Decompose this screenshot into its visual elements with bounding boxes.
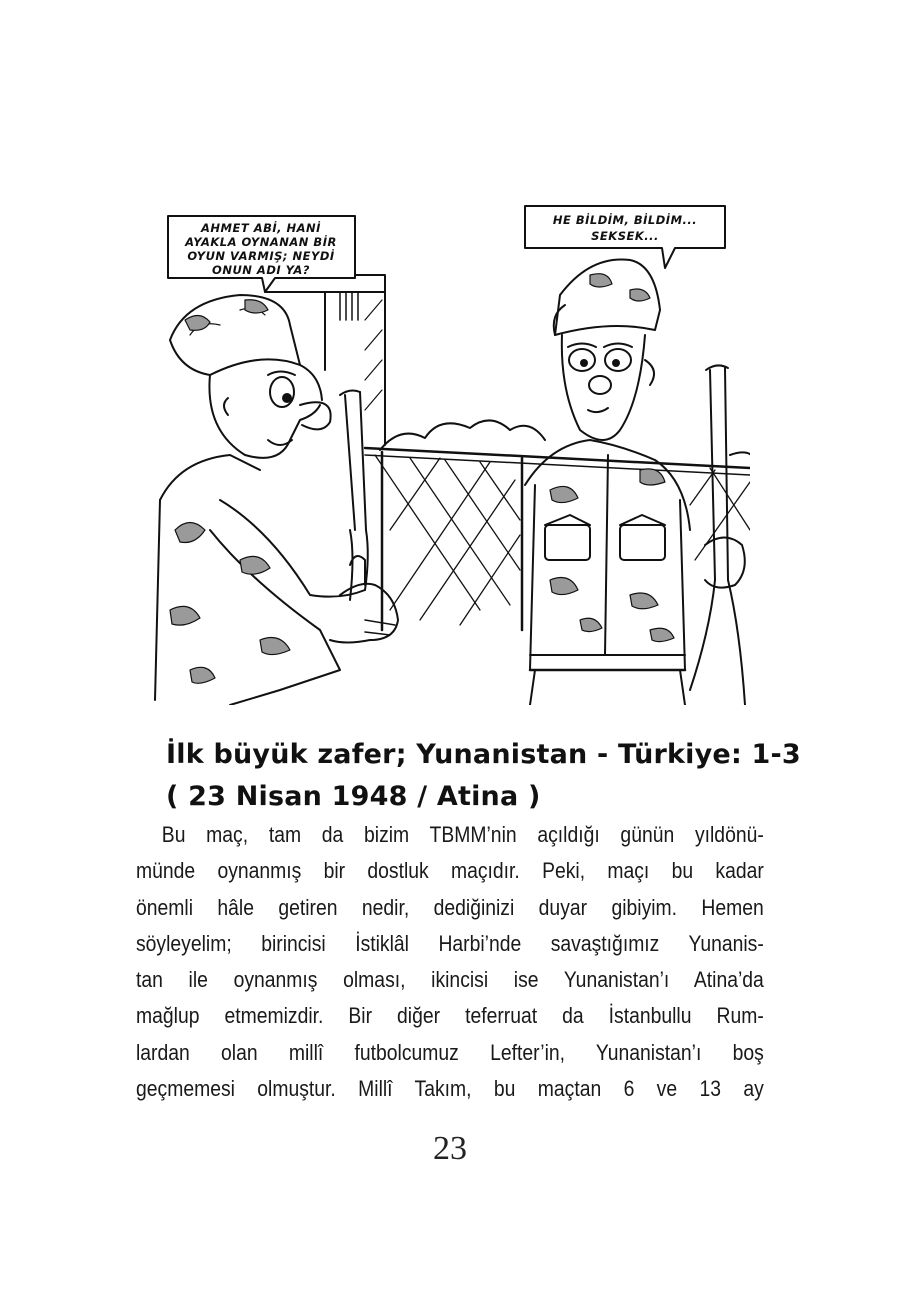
section-heading — [166, 734, 801, 818]
body-line: tan ile oynanmış olması, ikincisi ise Yunanistan’ı Atina’da — [136, 967, 764, 993]
body-paragraph — [136, 817, 764, 1107]
page-number: 23 — [433, 1130, 467, 1167]
bubble-left-line-4: ONUN ADI YA? — [212, 263, 310, 277]
bubble-left-line-3: OYUN VARMIŞ; NEYDİ — [187, 249, 335, 263]
cartoon-illustration — [150, 200, 750, 705]
body-line: Bu maç, tam da bizim TBMM’nin açıldığı günün yıldönü- — [161, 822, 764, 847]
bubble-right-line-1: HE BİLDİM, BİLDİM... — [552, 213, 698, 227]
bubble-right-line-2: SEKSEK... — [591, 229, 659, 243]
body-line: önemli hâle getiren nedir, dediğinizi duyar gibiyim. Hemen — [136, 894, 764, 920]
body-line: lardan olan millî futbolcumuz Lefter’in, Yunanistan’ı boş — [136, 1039, 764, 1065]
heading-subtitle: ( 23 Nisan 1948 / Atina ) — [166, 781, 541, 812]
bubble-left-line-2: AYAKLA OYNANAN BİR — [185, 235, 337, 249]
cartoon-drawing — [150, 200, 750, 705]
bubble-left-line-1: AHMET ABİ, HANİ — [201, 221, 321, 235]
body-line: söyleyelim; birincisi İstiklâl Harbi’nde savaştığımız Yunanis- — [136, 930, 764, 956]
heading-title: İlk büyük zafer; Yunanistan - Türkiye: 1-3 — [166, 739, 801, 770]
body-line: mağlup etmemizdir. Bir diğer teferruat da İstanbullu Rum- — [136, 1003, 764, 1029]
body-line: münde oynanmış bir dostluk maçıdır. Peki, maçı bu kadar — [136, 858, 764, 884]
body-line: geçmemesi olmuştur. Millî Takım, bu maçtan 6 ve 13 ay — [136, 1076, 764, 1102]
